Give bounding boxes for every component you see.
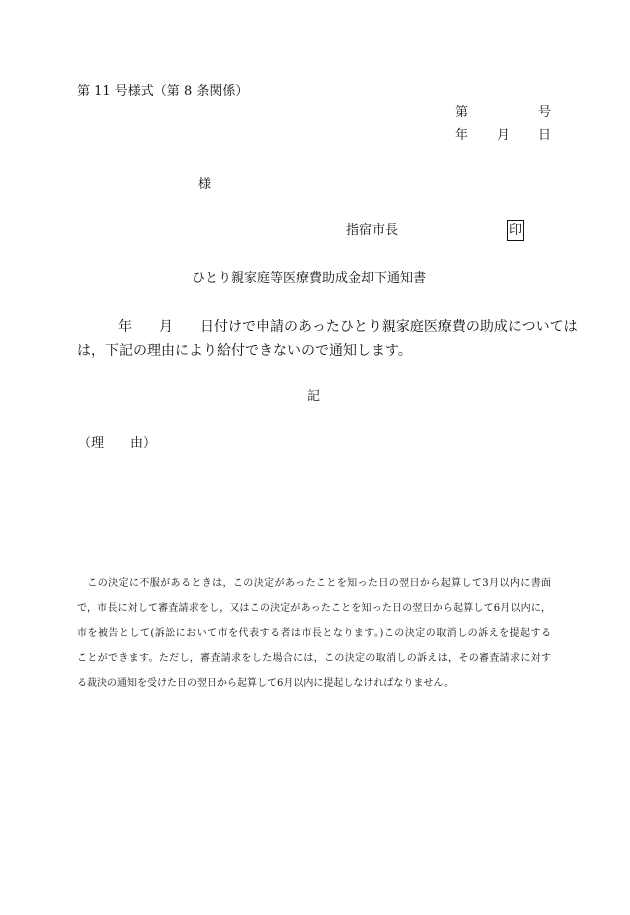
- body-line2: は，下記の理由により給付できないので通知します。: [77, 343, 412, 359]
- doc-number-prefix: 第: [455, 105, 469, 120]
- seal-stamp-box: [507, 220, 524, 241]
- document-title: ひとり親家庭等医療費助成金却下通知書: [192, 271, 427, 286]
- form-number: 第 11 号様式（第 8 条関係）: [77, 84, 249, 99]
- notice-line: この決定に不服があるときは，この決定があったことを知った日の翌日から起算して3月以内に書面: [77, 578, 551, 589]
- notice-line: る裁決の通知を受けた日の翌日から起算して6月以内に提起しなければなりません。: [77, 678, 454, 689]
- notice-line: 市を被告として(訴訟において市を代表する者は市長となります。)この決定の取消しの訴えを提起する: [77, 628, 551, 639]
- body-month: 月: [159, 319, 173, 335]
- date-day: 日: [538, 128, 552, 143]
- date-month: 月: [497, 128, 511, 143]
- reason-label: （理 由）: [78, 436, 157, 451]
- body-line1-rest: 日付けで申請のあったひとり親家庭医療費の助成については: [200, 319, 578, 335]
- body-year: 年: [118, 319, 132, 335]
- notice-line: ことができます。ただし，審査請求をした場合には，この決定の取消しの訴えは，その審査請求に対す: [77, 653, 551, 664]
- addressee-honorific: 様: [198, 177, 212, 192]
- ki-marker: 記: [307, 389, 321, 404]
- issuer-title: 指宿市長: [346, 223, 399, 238]
- doc-number-suffix: 号: [538, 105, 552, 120]
- seal-label: 印: [508, 223, 522, 238]
- date-year: 年: [455, 128, 469, 143]
- notice-line: で，市長に対して審査請求をし，又はこの決定があったことを知った日の翌日から起算して6月以内に，: [77, 603, 551, 614]
